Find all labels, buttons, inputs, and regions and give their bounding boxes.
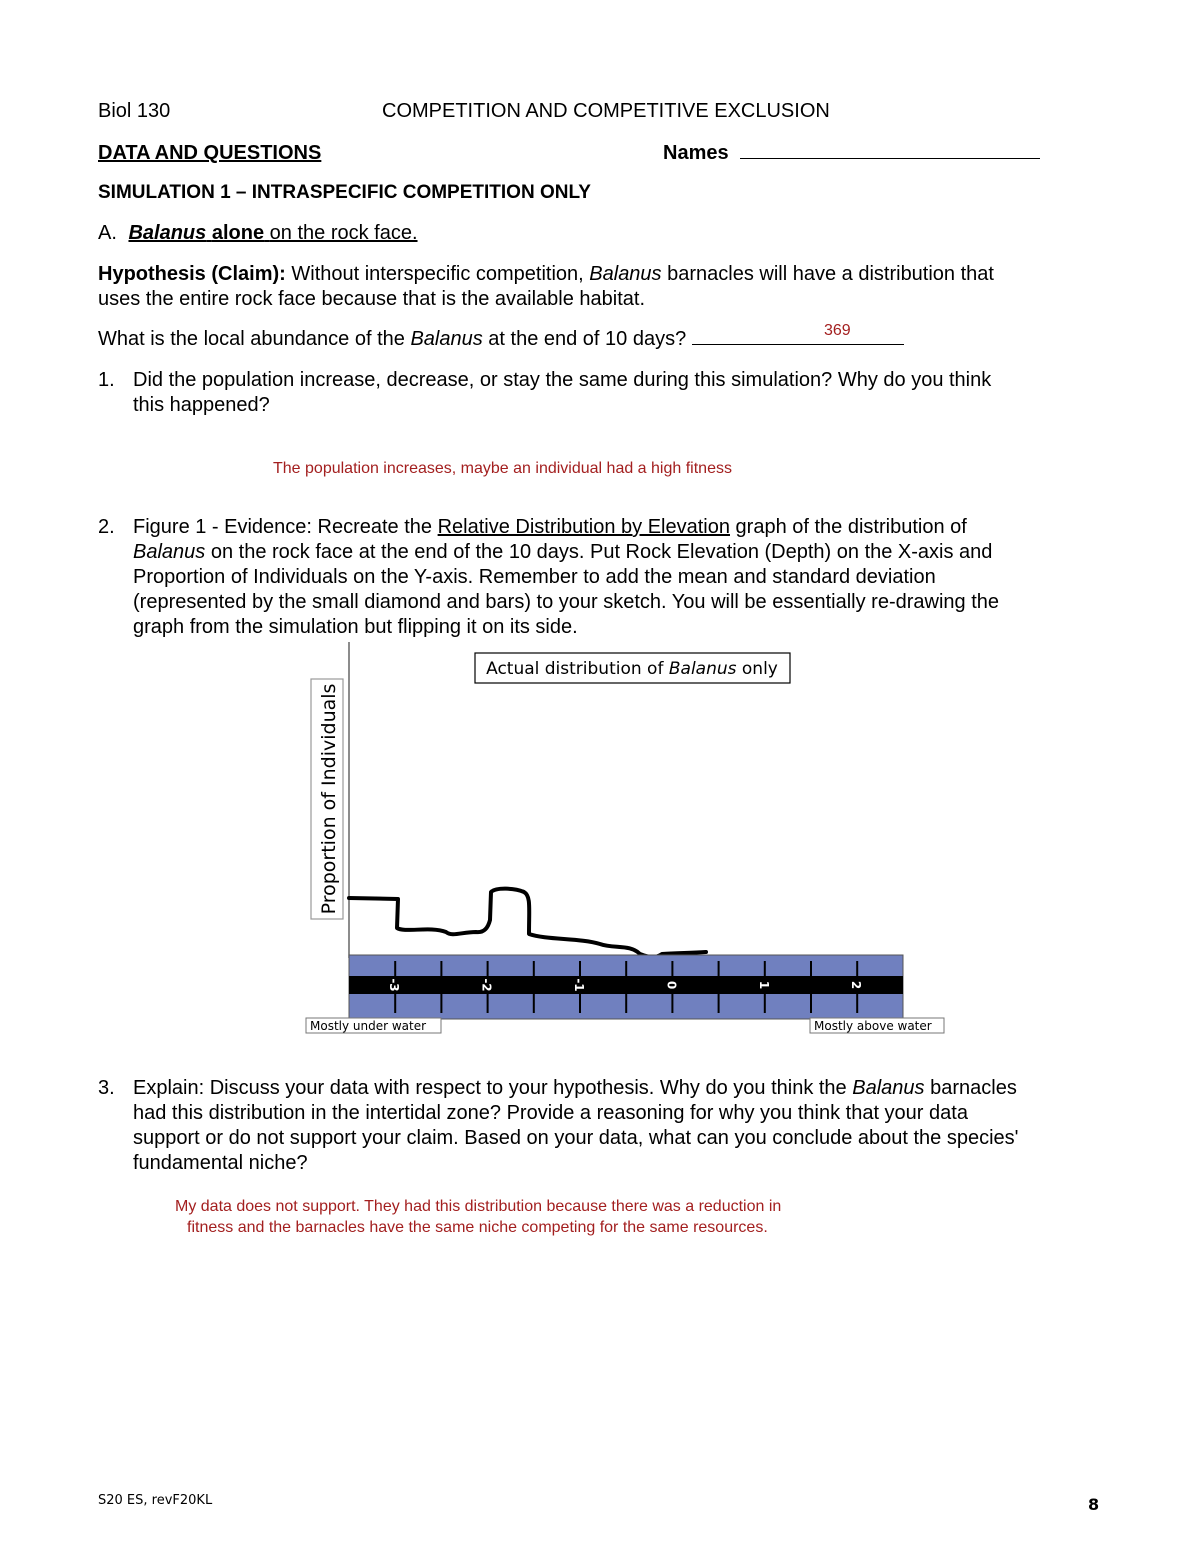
names-label: Names <box>663 142 729 164</box>
elevation-tick-label: -3 <box>387 978 402 992</box>
y-axis-label: Proportion of Individuals <box>318 683 340 915</box>
part-alone: alone <box>211 222 265 244</box>
part-species: Balanus <box>128 222 207 244</box>
q1-line-2: this happened? <box>133 394 270 416</box>
hypothesis-line-2: uses the entire rock face because that is the available habitat. <box>98 288 646 310</box>
hypothesis-line-1 <box>98 262 994 287</box>
q2-line-4: (represented by the small diamond and bars) to your sketch. You will be essentially re-drawing the <box>133 591 1000 613</box>
q1-number: 1. <box>98 369 115 391</box>
abundance-blank <box>692 343 904 345</box>
q3-line-4: fundamental niche? <box>133 1152 308 1174</box>
q3-line-3: support or do not support your claim. Based on your data, what can you conclude about the species' <box>133 1127 1019 1149</box>
elevation-tick-label: 1 <box>756 980 771 990</box>
q2-line-1 <box>133 515 967 540</box>
q1-line-1: Did the population increase, decrease, or stay the same during this simulation? Why do you think <box>133 369 992 391</box>
part-rest: on the rock face. <box>269 222 418 244</box>
distribution-figure <box>0 640 1200 1060</box>
q3-answer-line-2: fitness and the barnacles have the same niche competing for the same resources. <box>187 1219 768 1236</box>
q3-line-2: had this distribution in the intertidal zone? Provide a reasoning for why you think that your data <box>133 1102 968 1124</box>
abundance-answer: 369 <box>824 322 851 339</box>
part-a <box>98 222 418 245</box>
hypothesis-label: Hypothesis (Claim): <box>98 263 286 285</box>
document-title: COMPETITION AND COMPETITIVE EXCLUSION <box>382 100 830 122</box>
page-number: 8 <box>1088 1495 1100 1514</box>
elevation-tick-label: -2 <box>479 978 494 992</box>
abundance-q1: What is the local abundance of the <box>98 328 405 350</box>
q3-number: 3. <box>98 1077 115 1099</box>
names-blank <box>740 157 1040 159</box>
q2-text-a: Figure 1 - Evidence: Recreate the <box>133 516 433 538</box>
q2-text-b: graph of the distribution of <box>735 516 967 538</box>
section-heading: DATA AND QUESTIONS <box>98 142 322 164</box>
q3-line-1 <box>133 1076 1017 1101</box>
q3-text-b: barnacles <box>930 1077 1017 1099</box>
q2-line-2 <box>133 540 992 565</box>
left-end-label: Mostly under water <box>310 1019 427 1033</box>
q2-number: 2. <box>98 516 115 538</box>
part-a-text <box>128 222 417 244</box>
right-end-label: Mostly above water <box>814 1019 932 1033</box>
legend-text: Actual distribution of Balanus only <box>486 659 778 679</box>
q1-answer: The population increases, maybe an individual had a high fitness <box>273 460 732 477</box>
course-code: Biol 130 <box>98 100 171 122</box>
hypothesis-text-2: barnacles will have a distribution that <box>667 263 994 285</box>
abundance-q2: at the end of 10 days? <box>488 328 687 350</box>
names-field[interactable] <box>663 142 1040 165</box>
q2-graph-name: Relative Distribution by Elevation <box>437 516 730 538</box>
q2-line-2-rest: on the rock face at the end of the 10 days. Put Rock Elevation (Depth) on the X-axis and <box>210 541 993 563</box>
q2-line-3: Proportion of Individuals on the Y-axis. Remember to add the mean and standard deviation <box>133 566 936 588</box>
elevation-tick-label: 2 <box>849 980 864 990</box>
distribution-curve <box>349 889 706 957</box>
footer-version: S20 ES, revF20KL <box>98 1493 213 1508</box>
elevation-tick-label: -1 <box>572 978 586 992</box>
hypothesis-text-1: Without interspecific competition, <box>291 263 584 285</box>
hypothesis-species: Balanus <box>589 263 662 285</box>
simulation-heading: SIMULATION 1 – INTRASPECIFIC COMPETITION ONLY <box>98 182 591 203</box>
part-letter: A. <box>98 222 117 244</box>
q3-answer-line-1: My data does not support. They had this distribution because there was a reduction in <box>175 1198 782 1215</box>
q3-text-a: Explain: Discuss your data with respect to your hypothesis. Why do you think the <box>133 1077 847 1099</box>
abundance-question <box>98 327 904 352</box>
elevation-tick-label: 0 <box>664 980 679 990</box>
q2-species: Balanus <box>133 541 206 563</box>
q3-species: Balanus <box>852 1077 925 1099</box>
abundance-species: Balanus <box>410 328 483 350</box>
q2-line-5: graph from the simulation but flipping it on its side. <box>133 616 578 638</box>
